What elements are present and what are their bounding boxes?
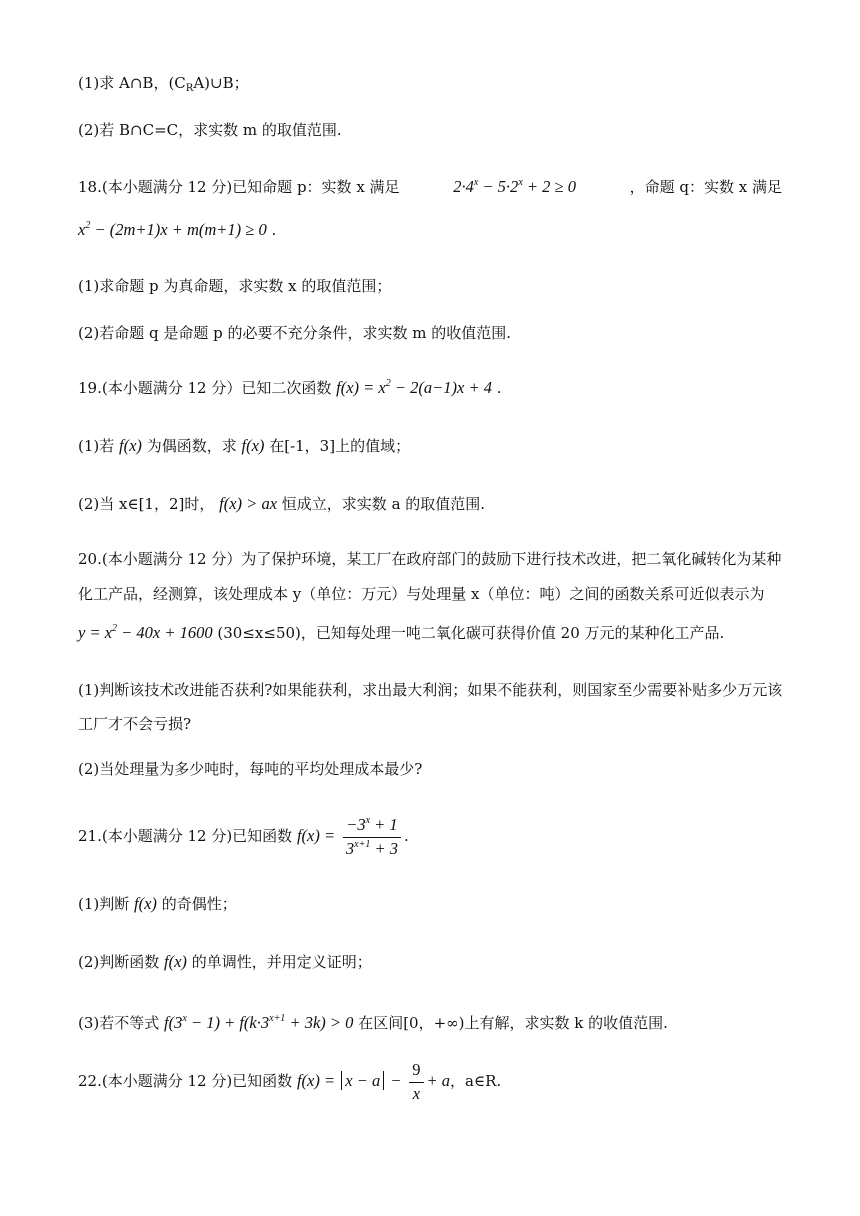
q21-stem: 21.(本小题满分 12 分)已知函数 f(x) = $\frac{-3^x + 1}{3^{x+1} + 3}$ . <box>78 814 409 858</box>
q22-stem: 22.(本小题满分 12 分)已知函数 f(x) = x − a − $\frac{9}{x}$ + a，a∈R. <box>78 1059 502 1103</box>
q21-part1: (1)判断 f(x) 的奇偶性； <box>78 894 237 913</box>
q19-stem: 19.(本小题满分 12 分）已知二次函数 $f(x) = x^2 - 2(a-1)x + 4$ . <box>78 378 502 397</box>
q20-part2: (2)当处理量为多少吨时，每吨的平均处理成本最少? <box>78 760 423 778</box>
q22-fraction: $\frac{9}{x}$ <box>409 1060 423 1105</box>
q20-part1-a: (1)判断该技术改进能否获利?如果能获利，求出最大利润；如果不能获利，则国家至少需要补贴多少万元该 <box>78 681 783 699</box>
q21-part2: (2)判断函数 f(x) 的单调性，并用定义证明； <box>78 952 372 971</box>
q20-part1-b: 工厂才不会亏损? <box>78 715 192 733</box>
q21-part3: (3)若不等式 $f(3^x - 1) + f(k\cdot 3^{x+1} + 3k) > 0$ 在区间[0，+∞)上有解，求实数 k 的收值范围. <box>78 1013 668 1032</box>
q18-p-formula: $2\cdot 4^x - 5\cdot 2^x + 2 \ge 0$ <box>453 177 576 196</box>
q20-stem-2: 化工产品，经测算，该处理成本 y（单位：万元）与处理量 x（单位：吨）之间的函数关系可近似表示为 <box>78 585 765 603</box>
q17-part2: (2)若 B∩C=C，求实数 m 的取值范围. <box>78 121 342 139</box>
q18-stem: 18.(本小题满分 12 分)已知命题 p：实数 x 满足 $2\cdot 4^x - 5\cdot 2^x + 2 \ge 0$ ，命题 q：实数 x 满足 <box>78 177 782 196</box>
q21-inequality: $f(3^x - 1) + f(k\cdot 3^{x+1} + 3k) > 0$ <box>164 1013 354 1032</box>
q18-q-formula: $x^2 - (2m+1)x + m(m+1) \ge 0$ . <box>78 220 277 239</box>
q18-part2: (2)若命题 q 是命题 p 的必要不充分条件，求实数 m 的收值范围. <box>78 324 512 342</box>
q20-formula: $y = x^2 - 40x + 1600$ <box>78 623 213 642</box>
q19-part2: (2)当 x∈[1，2]时， f(x) > ax 恒成立，求实数 a 的取值范围. <box>78 494 486 513</box>
q19-formula: $f(x) = x^2 - 2(a-1)x + 4$ <box>336 378 492 397</box>
q20-stem-3: $y = x^2 - 40x + 1600$ (30≤x≤50)，已知每处理一吨二氧化碳可获得价值 20 万元的某种化工产品. <box>78 623 725 642</box>
q19-part1: (1)若 f(x) 为偶函数，求 f(x) 在[-1，3]上的值域； <box>78 436 411 455</box>
q17-part1: (1)求 A∩B，$(C_RA)\cup B$； <box>78 74 249 94</box>
q20-stem-1: 20.(本小题满分 12 分）为了保护环境，某工厂在政府部门的鼓励下进行技术改进，把二氧化碱转化为某种 <box>78 550 782 568</box>
q21-fraction: $\frac{-3^x + 1}{3^{x+1} + 3}$ <box>343 815 401 860</box>
q18-part1: (1)求命题 p 为真命题，求实数 x 的取值范围； <box>78 277 392 295</box>
